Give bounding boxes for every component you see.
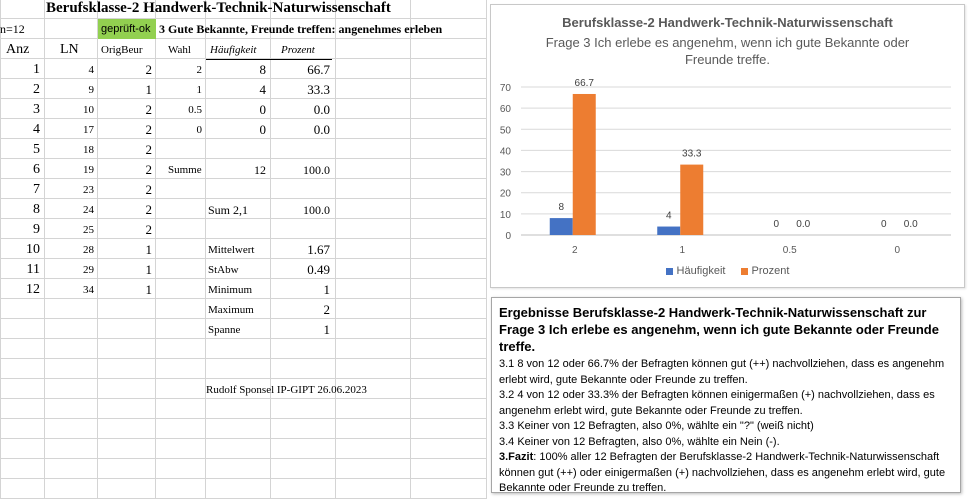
y-tick-label: 10 xyxy=(499,209,511,221)
y-tick-label: 0 xyxy=(505,231,511,242)
grid-row-line xyxy=(0,338,486,339)
x-tick-label: 0 xyxy=(894,245,901,256)
col-header-anz: Anz xyxy=(6,42,30,57)
row-anz: 1 xyxy=(33,62,40,77)
fazit-label: 3.Fazit xyxy=(499,451,534,463)
fazit-text: : 100% aller 12 Befragten der Berufsklasse-2 Handwerk-Technik-Naturwissenschaft können gut (++) oder einigermaßen (+) nachvollziehen, dass es angenehm erlebt wird, gute Bekannte oder Freunde zu treffen. xyxy=(499,451,946,494)
row-origbeur: 1 xyxy=(145,282,152,297)
chart-legend xyxy=(491,265,964,277)
freq-wahl: 1 xyxy=(196,84,202,96)
row-origbeur: 2 xyxy=(145,62,152,77)
row-anz: 8 xyxy=(33,202,40,217)
bar-prozent xyxy=(573,94,596,235)
legend-item-haeufigkeit xyxy=(666,265,726,277)
row-anz: 11 xyxy=(26,262,40,277)
grid-row-line xyxy=(0,378,486,379)
question-header: 3 Gute Bekannte, Freunde treffen: angenehmes erleben xyxy=(159,22,443,36)
row-origbeur: 2 xyxy=(145,102,152,117)
stat-label: Minimum xyxy=(208,284,253,296)
row-origbeur: 1 xyxy=(145,262,152,277)
y-tick-label: 50 xyxy=(499,125,511,137)
row-ln: 25 xyxy=(83,224,94,236)
col-header-ln: LN xyxy=(60,42,79,57)
row-origbeur: 2 xyxy=(145,142,152,157)
summe-label: Summe xyxy=(168,164,202,176)
row-anz: 6 xyxy=(33,162,40,177)
stat-label: Spanne xyxy=(208,324,241,336)
stat-label: Mittelwert xyxy=(208,244,255,256)
freq-haeufigkeit: 0 xyxy=(259,102,266,117)
freq-wahl: 0.5 xyxy=(188,104,202,116)
results-textbox[interactable] xyxy=(491,297,961,493)
freq-haeufigkeit: 8 xyxy=(259,62,266,77)
freq-prozent: 66.7 xyxy=(307,62,330,77)
row-origbeur: 2 xyxy=(145,162,152,177)
row-ln: 9 xyxy=(88,84,94,96)
row-anz: 2 xyxy=(33,82,40,97)
grid-col-line xyxy=(486,0,487,499)
bar-haeufigkeit xyxy=(657,227,680,235)
row-ln: 19 xyxy=(83,164,94,176)
data-label-haeufigkeit: 8 xyxy=(558,202,565,214)
stat-label: StAbw xyxy=(208,264,239,276)
row-anz: 4 xyxy=(33,122,40,137)
row-ln: 17 xyxy=(83,124,94,136)
row-origbeur: 1 xyxy=(145,242,152,257)
row-origbeur: 2 xyxy=(145,182,152,197)
summe-haeufigkeit: 12 xyxy=(254,163,266,177)
grid-row-line xyxy=(0,438,486,439)
x-tick-label: 2 xyxy=(571,245,578,256)
legend-item-prozent xyxy=(741,265,790,277)
freq-wahl: 2 xyxy=(196,64,202,76)
n-count: n=12 xyxy=(0,22,25,36)
row-ln: 18 xyxy=(83,144,94,156)
row-origbeur: 2 xyxy=(145,222,152,237)
col-header-wahl: Wahl xyxy=(168,44,191,56)
x-tick-label: 0.5 xyxy=(782,245,797,256)
row-anz: 12 xyxy=(26,282,40,297)
data-label-haeufigkeit: 0 xyxy=(880,219,887,230)
row-anz: 5 xyxy=(33,142,40,157)
row-anz: 9 xyxy=(33,222,40,237)
chart-title: Berufsklasse-2 Handwerk-Technik-Naturwissenschaft xyxy=(562,15,893,30)
stat-value: 0.49 xyxy=(307,262,330,277)
legend-label-haeufigkeit: Häufigkeit xyxy=(676,265,726,277)
summe-prozent: 100.0 xyxy=(303,163,330,177)
row-ln: 10 xyxy=(83,104,94,116)
sheet-title: Berufsklasse-2 Handwerk-Technik-Naturwissenschaft xyxy=(46,0,391,16)
col-header-origbeur: OrigBeur xyxy=(101,44,143,56)
stat-value: 1.67 xyxy=(307,242,330,257)
col-header-prozent: Prozent xyxy=(281,44,315,56)
stat-value: 1 xyxy=(323,322,330,337)
data-label-haeufigkeit: 4 xyxy=(665,210,672,222)
freq-prozent: 33.3 xyxy=(307,82,330,97)
row-ln: 4 xyxy=(88,64,94,76)
stat-value: 2 xyxy=(323,302,330,317)
row-anz: 7 xyxy=(33,182,40,197)
row-ln: 24 xyxy=(83,204,94,216)
legend-swatch-prozent xyxy=(741,268,748,275)
grid-row-line xyxy=(0,478,486,479)
checked-tag: geprüft-ok xyxy=(98,19,156,39)
result-fazit xyxy=(499,450,954,497)
row-ln: 23 xyxy=(83,184,94,196)
author-note: Rudolf Sponsel IP-GIPT 26.06.2023 xyxy=(206,384,367,396)
data-label-prozent: 0.0 xyxy=(903,219,918,230)
stat-value: 1 xyxy=(323,282,330,297)
legend-label-prozent: Prozent xyxy=(751,265,790,277)
y-tick-label: 70 xyxy=(499,83,511,94)
chart-subtitle-line-2: Freunde treffe. xyxy=(684,52,771,67)
row-origbeur: 1 xyxy=(145,82,152,97)
chart-subtitle-line-1: Frage 3 Ich erlebe es angenehm, wenn ich gute Bekannte oder xyxy=(545,35,910,50)
grid-col-line xyxy=(335,0,336,499)
x-tick-label: 1 xyxy=(679,245,686,256)
y-tick-label: 20 xyxy=(499,188,511,200)
freq-haeufigkeit: 4 xyxy=(259,82,266,97)
row-origbeur: 2 xyxy=(145,122,152,137)
grid-row-line xyxy=(0,358,486,359)
y-tick-label: 30 xyxy=(499,167,511,179)
sum21-prozent: 100.0 xyxy=(303,203,330,217)
legend-swatch-haeufigkeit xyxy=(666,268,673,275)
row-ln: 28 xyxy=(83,244,94,256)
stat-label: Maximum xyxy=(208,304,254,316)
freq-wahl: 0 xyxy=(196,124,202,136)
row-anz: 10 xyxy=(26,242,40,257)
data-label-haeufigkeit: 0 xyxy=(773,219,780,230)
bar-chart[interactable] xyxy=(490,4,965,288)
chart-plot-area xyxy=(491,5,964,287)
sum21-label: Sum 2,1 xyxy=(208,203,249,217)
data-label-prozent: 0.0 xyxy=(796,219,811,230)
result-item-3-2: 3.2 4 von 12 oder 33.3% der Befragten können einigermaßen (+) nachvollziehen, dass es angenehm erlebt wird, gute Bekannte oder Freunde zu treffen. xyxy=(499,389,935,417)
row-ln: 34 xyxy=(83,284,94,296)
bar-haeufigkeit xyxy=(550,218,573,235)
grid-row-line xyxy=(0,418,486,419)
data-label-prozent: 66.7 xyxy=(574,77,594,89)
freq-prozent: 0.0 xyxy=(313,122,330,137)
row-anz: 3 xyxy=(33,102,40,117)
bar-prozent xyxy=(680,165,703,235)
freq-haeufigkeit: 0 xyxy=(259,122,266,137)
y-tick-label: 40 xyxy=(499,146,511,158)
result-item-3-3: 3.3 Keiner von 12 Befragten, also 0%, wählte ein "?" (weiß nicht) xyxy=(499,420,814,432)
data-label-prozent: 33.3 xyxy=(682,148,702,160)
freq-prozent: 0.0 xyxy=(313,102,330,117)
col-header-haeufigkeit: Häufigkeit xyxy=(210,44,257,56)
y-tick-label: 60 xyxy=(499,104,511,116)
result-item-3-4: 3.4 Keiner von 12 Befragten, also 0%, wählte ein Nein (-). xyxy=(499,435,780,448)
row-origbeur: 2 xyxy=(145,202,152,217)
row-ln: 29 xyxy=(83,264,94,276)
results-heading: Ergebnisse Berufsklasse-2 Handwerk-Technik-Naturwissenschaft zur Frage 3 Ich erlebe es angenehm, wenn ich gute Bekannte oder Freunde treffe. xyxy=(499,305,939,354)
grid-col-line xyxy=(410,0,411,499)
result-item-3-1: 3.1 8 von 12 oder 66.7% der Befragten können gut (++) nachvollziehen, dass es angenehm erlebt wird, gute Bekannte oder Freunde zu treffen. xyxy=(499,358,945,386)
grid-row-line xyxy=(0,458,486,459)
